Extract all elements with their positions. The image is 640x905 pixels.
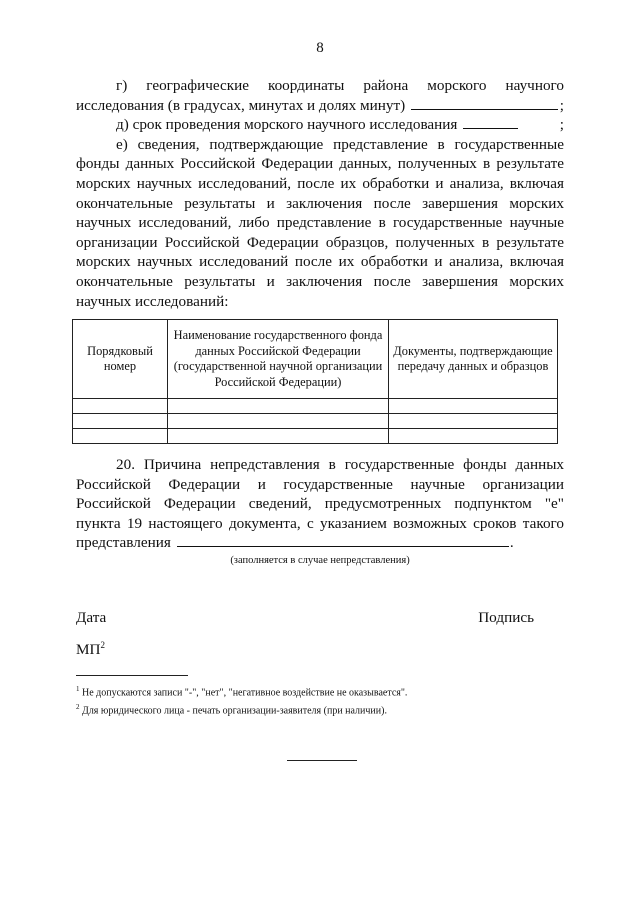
section-20-last-word: представления xyxy=(76,534,171,552)
footnote-mark: 2 xyxy=(76,703,80,712)
page-end-divider xyxy=(287,760,357,761)
item-d-end: ; xyxy=(559,116,564,134)
section-19-items xyxy=(76,76,564,311)
item-e-rest: фонды данных Российской Федерации данных, полученных в результате морских научных исследований, после их обработки и анализа, включая окончательные результаты и заключения после завершения морских научных исследований, либо представление в государственные научные организации Российской Федерации образцов, полученных в результате морских научных исследований после их обработки и анализа, включая окончательные результаты и заключения после завершения морских научных исследований: xyxy=(76,155,564,310)
section-20-end: . xyxy=(509,534,514,552)
footnote-mark: 1 xyxy=(76,685,80,693)
table-cell[interactable] xyxy=(389,429,558,444)
footnote-2 xyxy=(76,700,576,718)
section-20-last-line xyxy=(76,533,564,553)
stamp-text: МП xyxy=(76,641,101,659)
footnote-text: Для юридического лица - печать организации-заявителя (при наличии). xyxy=(79,705,387,717)
table-row xyxy=(73,429,558,444)
table-cell[interactable] xyxy=(168,399,389,414)
stamp-label xyxy=(76,640,105,659)
table-cell[interactable] xyxy=(73,429,168,444)
stamp-footnote-mark: 2 xyxy=(100,640,105,650)
fill-hint: (заполняется в случае непредставления) xyxy=(230,555,410,566)
item-e-line1: е) сведения, подтверждающие представление в государственные xyxy=(116,135,564,153)
signature-block xyxy=(76,609,534,627)
item-d xyxy=(76,115,564,135)
transfer-table xyxy=(72,319,558,444)
table-cell[interactable] xyxy=(389,414,558,429)
table-row xyxy=(73,414,558,429)
header-serial-number: Порядковый номер xyxy=(73,320,168,399)
table-cell[interactable] xyxy=(73,399,168,414)
table-cell[interactable] xyxy=(168,429,389,444)
signature-label: Подпись xyxy=(478,609,534,626)
date-label: Дата xyxy=(76,609,107,626)
item-g-text: исследования (в градусах, минутах и долях минут) xyxy=(76,96,406,114)
reason-blank-field[interactable] xyxy=(177,533,509,547)
coordinates-blank-field[interactable] xyxy=(411,96,558,110)
section-20-line1: 20. Причина непредставления в государственные фонды данных xyxy=(116,456,564,473)
table-row xyxy=(73,399,558,414)
table-cell[interactable] xyxy=(389,399,558,414)
table-cell[interactable] xyxy=(73,414,168,429)
item-g-line2 xyxy=(76,96,564,116)
table-header-row xyxy=(73,320,558,399)
item-d-text: д) срок проведения морского научного исследования xyxy=(116,116,458,134)
duration-blank-field[interactable] xyxy=(463,115,517,129)
item-g-end: ; xyxy=(559,96,564,114)
page-number: 8 xyxy=(316,40,324,56)
item-g-line1: г) географические координаты района морского научного xyxy=(116,77,564,94)
section-20-rest: Российской Федерации и государственные научные организации Российской Федерации сведений, предусмотренных подпунктом "е" пункта 19 настоящего документа, с указанием возможных сроков такого xyxy=(76,475,564,532)
section-20 xyxy=(76,455,564,553)
footnotes xyxy=(76,682,576,719)
header-fund-name: Наименование государственного фонда данных Российской Федерации (государственной научной организации Российской Федерации) xyxy=(168,320,389,399)
header-documents: Документы, подтверждающие передачу данных и образцов xyxy=(389,320,558,399)
table-cell[interactable] xyxy=(168,414,389,429)
footnote-text: Не допускаются записи "-", "нет", "негативное воздействие не оказывается". xyxy=(79,687,408,699)
footnote-1 xyxy=(76,682,576,700)
footnote-divider xyxy=(76,675,188,676)
